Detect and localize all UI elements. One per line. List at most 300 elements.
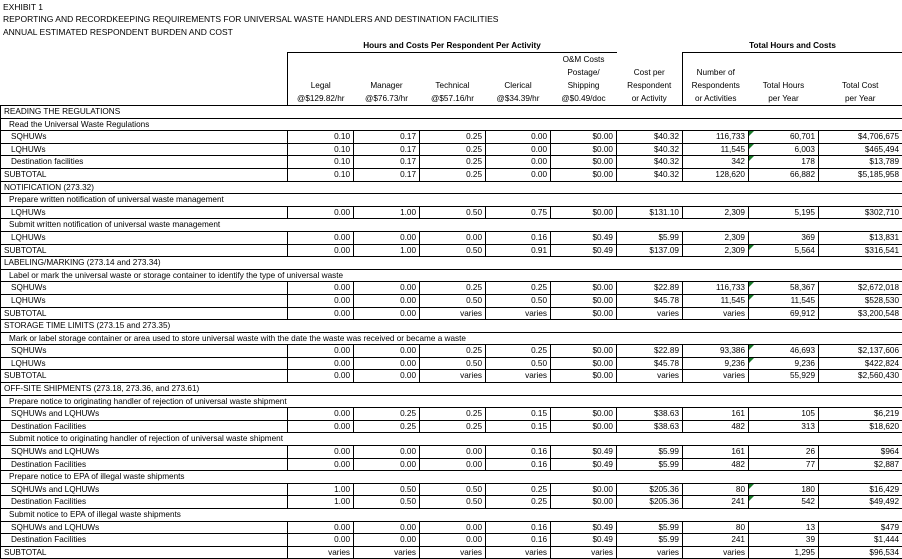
row-label: SQHUWs and LQHUWs: [1, 446, 288, 459]
table-header: [1, 39, 902, 106]
subtotal-row: [1, 546, 902, 559]
table-body: [1, 106, 902, 559]
row-label: SQHUWs: [1, 131, 288, 144]
table-cell: $131.10: [617, 206, 683, 219]
col-header-rate: @$76.73/hr: [354, 92, 420, 106]
table-cell: 0.16: [486, 458, 551, 471]
table-cell: $0.00: [551, 206, 617, 219]
activity-label: Prepare notice to originating handler of rejection of universal waste shipment: [1, 395, 902, 408]
col-header-line: [617, 53, 683, 67]
table-cell: 11,545: [683, 294, 749, 307]
table-cell: 2,309: [683, 244, 749, 257]
table-cell: 0.00: [486, 143, 551, 156]
table-cell: 161: [683, 408, 749, 421]
row-label: LQHUWs: [1, 357, 288, 370]
col-header-line: [420, 53, 486, 67]
table-cell: $205.36: [617, 496, 683, 509]
subtotal-row: [1, 307, 902, 320]
group-header-totals: Total Hours and Costs: [683, 39, 902, 53]
table-cell: 0.00: [354, 534, 420, 547]
table-cell: 0.00: [288, 244, 354, 257]
table-cell: 0.00: [354, 345, 420, 358]
table-row: [1, 156, 902, 169]
table-cell: 0.50: [420, 206, 486, 219]
col-header-total-cost: Total Cost: [819, 79, 902, 92]
table-cell: $45.78: [617, 294, 683, 307]
table-cell: 0.50: [420, 483, 486, 496]
table-cell: 0.25: [420, 156, 486, 169]
table-cell: 0.00: [288, 446, 354, 459]
activity-row: [1, 509, 902, 522]
table-cell: 46,693: [749, 345, 819, 358]
subtotal-row: [1, 244, 902, 257]
table-cell: 13: [749, 521, 819, 534]
table-row: [1, 131, 902, 144]
table-cell: 0.50: [420, 244, 486, 257]
section-title: OFF-SITE SHIPMENTS (273.18, 273.36, and 273.61): [1, 383, 902, 396]
section-title: STORAGE TIME LIMITS (273.15 and 273.35): [1, 320, 902, 333]
table-cell: 0.00: [354, 294, 420, 307]
subtotal-row: [1, 370, 902, 383]
col-header-line: per Year: [819, 92, 902, 106]
section-title: READING THE REGULATIONS: [1, 106, 902, 119]
table-cell: 0.25: [420, 131, 486, 144]
table-cell: 180: [749, 483, 819, 496]
table-cell: varies: [551, 546, 617, 559]
row-label: SQHUWs: [1, 282, 288, 295]
table-cell: $205.36: [617, 483, 683, 496]
table-cell: 0.17: [354, 168, 420, 181]
table-cell: 0.00: [288, 345, 354, 358]
col-header-line: [354, 53, 420, 67]
table-cell: 0.00: [288, 521, 354, 534]
table-cell: 0.00: [354, 231, 420, 244]
activity-label: Prepare written notification of universal waste management: [1, 194, 902, 207]
table-cell: 342: [683, 156, 749, 169]
table-cell: 0.16: [486, 521, 551, 534]
table-row: [1, 345, 902, 358]
table-cell: $13,831: [819, 231, 902, 244]
table-cell: $0.00: [551, 357, 617, 370]
table-cell: 0.25: [486, 282, 551, 295]
table-cell: 0.00: [354, 458, 420, 471]
col-header-line: [819, 53, 902, 67]
col-header-line: [288, 66, 354, 79]
table-cell: $0.00: [551, 143, 617, 156]
activity-label: Mark or label storage container or area used to store universal waste with the date the waste was received or became a waste: [1, 332, 902, 345]
table-cell: varies: [420, 307, 486, 320]
table-cell: 0.25: [486, 483, 551, 496]
table-cell: 0.00: [288, 370, 354, 383]
table-cell: varies: [617, 546, 683, 559]
table-cell: 26: [749, 446, 819, 459]
table-cell: 128,620: [683, 168, 749, 181]
table-cell: varies: [354, 546, 420, 559]
row-label: LQHUWs: [1, 294, 288, 307]
table-cell: varies: [617, 370, 683, 383]
table-cell: $0.00: [551, 408, 617, 421]
table-cell: $0.00: [551, 307, 617, 320]
table-cell: 0.10: [288, 143, 354, 156]
table-cell: 77: [749, 458, 819, 471]
table-cell: 0.00: [354, 307, 420, 320]
table-cell: 0.00: [288, 534, 354, 547]
table-cell: 0.16: [486, 534, 551, 547]
table-cell: $2,672,018: [819, 282, 902, 295]
table-cell: $38.63: [617, 408, 683, 421]
table-cell: $0.00: [551, 345, 617, 358]
table-row: [1, 534, 902, 547]
table-cell: 0.10: [288, 131, 354, 144]
table-cell: 66,882: [749, 168, 819, 181]
table-cell: 0.00: [354, 521, 420, 534]
table-cell: $40.32: [617, 168, 683, 181]
table-cell: 60,701: [749, 131, 819, 144]
activity-label: Submit notice to EPA of illegal waste shipments: [1, 509, 902, 522]
section-title: LABELING/MARKING (273.14 and 273.34): [1, 257, 902, 270]
table-cell: 11,545: [749, 294, 819, 307]
table-cell: 482: [683, 420, 749, 433]
col-header-line: or Activity: [617, 92, 683, 106]
table-cell: 0.00: [288, 458, 354, 471]
row-label: LQHUWs: [1, 231, 288, 244]
table-cell: 0.50: [420, 496, 486, 509]
table-row: [1, 294, 902, 307]
table-cell: $316,541: [819, 244, 902, 257]
table-cell: 5,195: [749, 206, 819, 219]
col-header-rate: @$0.49/doc: [551, 92, 617, 106]
table-cell: $22.89: [617, 282, 683, 295]
table-cell: 80: [683, 483, 749, 496]
subtotal-label: SUBTOTAL: [1, 244, 288, 257]
col-header-line: [354, 66, 420, 79]
subtotal-label: SUBTOTAL: [1, 307, 288, 320]
table-cell: 0.00: [354, 282, 420, 295]
table-row: [1, 458, 902, 471]
table-cell: 0.00: [420, 521, 486, 534]
table-cell: $40.32: [617, 131, 683, 144]
subtotal-row: [1, 168, 902, 181]
burden-table: [0, 39, 902, 559]
table-cell: 116,733: [683, 131, 749, 144]
table-cell: 105: [749, 408, 819, 421]
table-cell: 0.00: [486, 131, 551, 144]
table-cell: varies: [486, 307, 551, 320]
col-header-rate: @$57.16/hr: [420, 92, 486, 106]
table-cell: 0.00: [420, 458, 486, 471]
activity-label: Prepare notice to EPA of illegal waste shipments: [1, 471, 902, 484]
table-cell: 0.00: [486, 168, 551, 181]
table-cell: $0.49: [551, 231, 617, 244]
section-header-row: [1, 106, 902, 119]
activity-label: Label or mark the universal waste or storage container to identify the type of universal waste: [1, 269, 902, 282]
table-cell: 58,367: [749, 282, 819, 295]
col-header-line: [486, 53, 551, 67]
table-row: [1, 446, 902, 459]
subtotal-label: SUBTOTAL: [1, 370, 288, 383]
col-header-line: [420, 66, 486, 79]
table-cell: $0.49: [551, 446, 617, 459]
table-cell: $5.99: [617, 534, 683, 547]
table-row: [1, 483, 902, 496]
table-cell: 1.00: [354, 206, 420, 219]
table-cell: $0.49: [551, 521, 617, 534]
table-cell: 2,309: [683, 206, 749, 219]
table-cell: 0.50: [354, 496, 420, 509]
table-cell: 1.00: [288, 496, 354, 509]
table-cell: 0.00: [354, 370, 420, 383]
section-title: NOTIFICATION (273.32): [1, 181, 902, 194]
table-cell: 313: [749, 420, 819, 433]
table-row: [1, 521, 902, 534]
col-header-rate: @$34.39/hr: [486, 92, 551, 106]
activity-row: [1, 471, 902, 484]
col-header-legal: Legal: [288, 79, 354, 92]
row-label: SQHUWs: [1, 345, 288, 358]
table-cell: 0.15: [486, 420, 551, 433]
table-cell: 1.00: [288, 483, 354, 496]
table-cell: 0.50: [354, 483, 420, 496]
table-cell: $422,824: [819, 357, 902, 370]
table-cell: $302,710: [819, 206, 902, 219]
table-cell: 0.25: [420, 408, 486, 421]
table-cell: 0.00: [354, 357, 420, 370]
table-cell: 0.00: [288, 206, 354, 219]
table-cell: $0.00: [551, 156, 617, 169]
table-cell: varies: [486, 370, 551, 383]
section-header-row: [1, 257, 902, 270]
activity-row: [1, 118, 902, 131]
table-cell: $0.00: [551, 496, 617, 509]
table-row: [1, 231, 902, 244]
table-cell: $96,534: [819, 546, 902, 559]
activity-row: [1, 433, 902, 446]
activity-label: Submit notice to originating handler of rejection of universal waste shipment: [1, 433, 902, 446]
table-row: [1, 206, 902, 219]
table-cell: 0.00: [288, 231, 354, 244]
table-cell: 0.00: [420, 231, 486, 244]
col-header-line: Respondents: [683, 79, 749, 92]
table-cell: $49,492: [819, 496, 902, 509]
table-cell: 0.25: [420, 282, 486, 295]
col-header-line: Postage/: [551, 66, 617, 79]
col-header-line: Number of: [683, 66, 749, 79]
table-cell: 0.50: [486, 357, 551, 370]
table-cell: 241: [683, 496, 749, 509]
table-cell: 178: [749, 156, 819, 169]
col-header-technical: Technical: [420, 79, 486, 92]
subtotal-label: SUBTOTAL: [1, 546, 288, 559]
table-cell: 69,912: [749, 307, 819, 320]
table-cell: $0.00: [551, 370, 617, 383]
row-label: SQHUWs and LQHUWs: [1, 483, 288, 496]
exhibit-label: EXHIBIT 1: [3, 1, 43, 13]
col-header-line: [288, 53, 354, 67]
table-cell: $0.49: [551, 458, 617, 471]
activity-label: Submit written notification of universal waste management: [1, 219, 902, 232]
activity-label: Read the Universal Waste Regulations: [1, 118, 902, 131]
table-cell: 0.10: [288, 156, 354, 169]
table-cell: $13,789: [819, 156, 902, 169]
table-cell: 542: [749, 496, 819, 509]
table-cell: 0.00: [420, 446, 486, 459]
table-cell: varies: [683, 307, 749, 320]
row-label: SQHUWs and LQHUWs: [1, 408, 288, 421]
table-cell: $0.00: [551, 131, 617, 144]
row-label: SQHUWs and LQHUWs: [1, 521, 288, 534]
table-cell: 0.16: [486, 231, 551, 244]
col-header-line: [683, 53, 749, 67]
table-cell: $2,887: [819, 458, 902, 471]
table-cell: 0.50: [420, 357, 486, 370]
table-cell: 0.91: [486, 244, 551, 257]
activity-row: [1, 219, 902, 232]
table-cell: varies: [486, 546, 551, 559]
table-cell: varies: [420, 546, 486, 559]
table-cell: 0.00: [288, 307, 354, 320]
table-cell: $40.32: [617, 156, 683, 169]
table-cell: $6,219: [819, 408, 902, 421]
table-cell: $0.00: [551, 420, 617, 433]
table-cell: 0.25: [420, 345, 486, 358]
table-cell: $0.00: [551, 282, 617, 295]
table-cell: $5,185,958: [819, 168, 902, 181]
row-label: LQHUWs: [1, 143, 288, 156]
table-cell: 2,309: [683, 231, 749, 244]
table-cell: $5.99: [617, 458, 683, 471]
document-title: REPORTING AND RECORDKEEPING REQUIREMENTS FOR UNIVERSAL WASTE HANDLERS AND DESTINATION FACILITIES: [3, 13, 498, 25]
table-cell: $0.00: [551, 294, 617, 307]
activity-row: [1, 332, 902, 345]
table-cell: $3,200,548: [819, 307, 902, 320]
table-cell: 93,386: [683, 345, 749, 358]
table-cell: 0.00: [420, 534, 486, 547]
table-cell: $2,137,606: [819, 345, 902, 358]
table-cell: 0.50: [486, 294, 551, 307]
col-header-line: [486, 66, 551, 79]
table-cell: 0.75: [486, 206, 551, 219]
col-header-total-hours: Total Hours: [749, 79, 819, 92]
table-cell: 0.15: [486, 408, 551, 421]
col-header-line: per Year: [749, 92, 819, 106]
table-row: [1, 420, 902, 433]
table-cell: $4,706,675: [819, 131, 902, 144]
table-cell: 39: [749, 534, 819, 547]
table-row: [1, 143, 902, 156]
table-cell: 0.25: [486, 345, 551, 358]
table-cell: $45.78: [617, 357, 683, 370]
activity-row: [1, 395, 902, 408]
table-cell: 0.00: [288, 282, 354, 295]
table-cell: 6,003: [749, 143, 819, 156]
table-cell: 241: [683, 534, 749, 547]
table-cell: varies: [683, 546, 749, 559]
row-label: LQHUWs: [1, 206, 288, 219]
table-row: [1, 357, 902, 370]
table-row: [1, 496, 902, 509]
table-cell: varies: [288, 546, 354, 559]
table-cell: 0.17: [354, 131, 420, 144]
table-cell: $5.99: [617, 521, 683, 534]
table-cell: 9,236: [749, 357, 819, 370]
table-cell: 1.00: [354, 244, 420, 257]
table-cell: 0.25: [354, 408, 420, 421]
col-header-om-costs: O&M Costs: [551, 53, 617, 67]
row-label: Destination facilities: [1, 156, 288, 169]
row-label: Destination Facilities: [1, 496, 288, 509]
table-cell: $5.99: [617, 446, 683, 459]
activity-row: [1, 269, 902, 282]
row-label: Destination Facilities: [1, 420, 288, 433]
table-cell: $528,530: [819, 294, 902, 307]
table-cell: 0.00: [354, 446, 420, 459]
table-cell: 0.17: [354, 156, 420, 169]
table-cell: 11,545: [683, 143, 749, 156]
table-cell: 1,295: [749, 546, 819, 559]
table-cell: 0.00: [288, 420, 354, 433]
activity-row: [1, 194, 902, 207]
table-cell: $0.49: [551, 244, 617, 257]
table-cell: 0.00: [288, 408, 354, 421]
table-cell: 0.00: [288, 357, 354, 370]
table-cell: 9,236: [683, 357, 749, 370]
table-row: [1, 282, 902, 295]
table-cell: $2,560,430: [819, 370, 902, 383]
col-header-line: [749, 53, 819, 67]
table-cell: $16,429: [819, 483, 902, 496]
col-header-clerical: Clerical: [486, 79, 551, 92]
group-header-per-respondent: Hours and Costs Per Respondent Per Activity: [288, 39, 617, 53]
table-cell: $0.00: [551, 168, 617, 181]
col-header-line: or Activities: [683, 92, 749, 106]
col-header-line: Cost per: [617, 66, 683, 79]
col-header-rate: @$129.82/hr: [288, 92, 354, 106]
table-cell: 0.25: [354, 420, 420, 433]
table-cell: 5,564: [749, 244, 819, 257]
table-cell: 55,929: [749, 370, 819, 383]
col-header-line: Respondent: [617, 79, 683, 92]
table-cell: 0.25: [486, 496, 551, 509]
table-cell: $5.99: [617, 231, 683, 244]
table-cell: 0.16: [486, 446, 551, 459]
table-cell: 482: [683, 458, 749, 471]
table-cell: 116,733: [683, 282, 749, 295]
table-cell: $1,444: [819, 534, 902, 547]
table-cell: $18,620: [819, 420, 902, 433]
table-cell: $22.89: [617, 345, 683, 358]
section-header-row: [1, 320, 902, 333]
table-cell: 0.00: [288, 294, 354, 307]
table-cell: varies: [420, 370, 486, 383]
table-cell: 80: [683, 521, 749, 534]
table-cell: 0.50: [420, 294, 486, 307]
section-header-row: [1, 181, 902, 194]
table-cell: 0.00: [486, 156, 551, 169]
table-cell: 161: [683, 446, 749, 459]
row-label: Destination Facilities: [1, 458, 288, 471]
table-cell: 0.25: [420, 168, 486, 181]
table-row: [1, 408, 902, 421]
col-header-line: [819, 66, 902, 79]
row-label: Destination Facilities: [1, 534, 288, 547]
table-cell: $964: [819, 446, 902, 459]
table-cell: $479: [819, 521, 902, 534]
col-header-line: Shipping: [551, 79, 617, 92]
table-cell: 0.25: [420, 143, 486, 156]
table-cell: 0.25: [420, 420, 486, 433]
table-cell: $40.32: [617, 143, 683, 156]
table-cell: 0.17: [354, 143, 420, 156]
